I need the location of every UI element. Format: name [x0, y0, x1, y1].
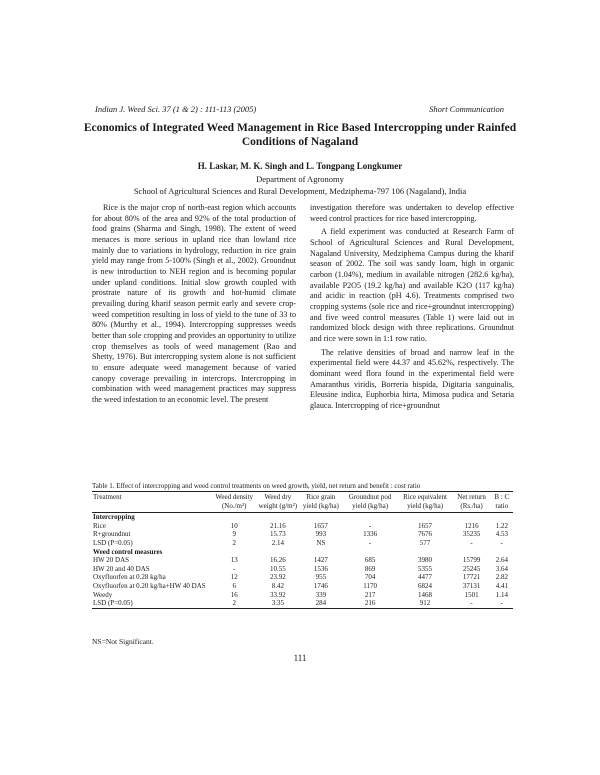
table-cell: 912 — [398, 599, 453, 608]
table-row — [92, 530, 513, 539]
table-cell: 16.26 — [269, 556, 286, 565]
right-column — [310, 203, 514, 411]
table-cell: 2.64 — [495, 556, 508, 565]
table-row — [92, 539, 513, 548]
table-cell: 15.73 — [269, 530, 286, 539]
section-label: Weed control measures — [93, 547, 163, 556]
table-cell: 3.35 — [256, 599, 299, 608]
table-cell: 6824 — [418, 581, 433, 590]
table-cell: 33.92 — [269, 590, 286, 599]
section-label: Short Communication — [429, 104, 504, 114]
table-cell: 1536 — [313, 564, 328, 573]
table-cell: 1.22 — [495, 521, 508, 530]
table-cell: 217 — [364, 590, 376, 599]
table-row — [92, 591, 513, 600]
table-cell: 6 — [232, 581, 236, 590]
table-cell: 2 — [212, 599, 256, 608]
table-cell: 685 — [364, 556, 376, 565]
table-cell: NS — [316, 538, 326, 547]
table-header-row — [92, 492, 513, 513]
col-header: Weed dry weight (g/m²) — [256, 492, 299, 513]
col-header: Rice grain yield (kg/ha) — [299, 492, 342, 513]
table-cell: 339 — [315, 590, 327, 599]
table-cell: 4477 — [418, 573, 433, 582]
table-cell: 3980 — [418, 556, 433, 565]
table-cell: 2 — [232, 538, 236, 547]
row-label: Rice — [93, 521, 106, 530]
col-header: B : C ratio — [491, 492, 513, 513]
table-row — [92, 582, 513, 591]
table-row — [92, 556, 513, 565]
table-section-row — [92, 548, 513, 557]
table-cell: 17721 — [462, 573, 481, 582]
table-caption: Table 1. Effect of intercropping and weed control treatments on weed growth, yield, net return and benefit : cost ratio — [92, 482, 421, 490]
table-row — [92, 522, 513, 531]
table-cell: 577 — [419, 538, 431, 547]
table-cell: 13 — [230, 556, 238, 565]
table-cell: - — [500, 538, 503, 547]
table-cell: 955 — [315, 573, 327, 582]
table-cell: 12 — [230, 573, 238, 582]
table-cell: 1746 — [313, 581, 328, 590]
table-cell: 8.42 — [271, 581, 284, 590]
left-column — [92, 203, 296, 405]
table-cell: - — [453, 599, 491, 608]
table-cell: 35235 — [462, 530, 481, 539]
body-paragraph: A field experiment was conducted at Research Farm of School of Agricultural Sciences and Rural Development, Nagaland University, Medziphema Campus during the kharif season of 2002. The soil was sandy loam, high in organic carbon (1.04%), medium in available nitrogen (282.6 kg/ha), available P2O5 (19.2 kg/ha) and available K2O (117 kg/ha) and acidic in reaction (pH 4.6). Treatments comprised two cropping systems (sole rice and rice+groundnut intercropping) and five weed control measures (Table 1) were laid out in randomized block design with three replications. Groundnut and rice were sown in 1:1 row ratio. — [310, 227, 514, 343]
row-label: Oxyfluorfen at 0.28 kg/ha — [93, 573, 166, 582]
body-paragraph: investigation therefore was undertaken to develop effective weed control practices for rice based intercropping. — [310, 203, 514, 223]
department: Department of Agronomy — [256, 174, 344, 184]
table-cell: - — [368, 538, 372, 547]
table-cell: 1657 — [418, 521, 433, 530]
table-cell: 9 — [232, 530, 236, 539]
table-cell: - — [491, 599, 513, 608]
table-cell: 1.14 — [495, 590, 508, 599]
table-row — [92, 573, 513, 582]
table-cell: 1427 — [313, 556, 328, 565]
section-label: Intercropping — [93, 513, 135, 522]
table-cell: - — [233, 564, 236, 573]
table-cell: 25245 — [462, 564, 481, 573]
table-cell: 4.53 — [495, 530, 508, 539]
table-cell: 993 — [315, 530, 327, 539]
paper-title: Economics of Integrated Weed Management in Rice Based Intercropping under Rainfed Conditions of Nagaland — [83, 122, 517, 148]
table-cell: 1657 — [313, 521, 328, 530]
table-cell: 216 — [343, 599, 398, 608]
table-cell: 15799 — [462, 556, 481, 565]
col-header: Weed density (No./m²) — [212, 492, 256, 513]
table-cell: 1170 — [363, 581, 377, 590]
author-list: H. Laskar, M. K. Singh and L. Tongpang Longkumer — [197, 161, 403, 171]
table-row — [92, 599, 513, 608]
journal-citation: Indian J. Weed Sci. 37 (1 & 2) : 111-113 (2005) — [95, 104, 257, 114]
page-number: 111 — [293, 653, 307, 663]
table-cell: 1336 — [363, 530, 378, 539]
table-cell: 1216 — [464, 521, 479, 530]
table-cell: 10.55 — [269, 564, 286, 573]
row-label: LSD (P=0.05) — [93, 538, 133, 547]
body-paragraph: The relative densities of broad and narrow leaf in the experimental field were 44.37 and 45.62%, respectively. The dominant weed flora found in the experimental field were Amaranthus viridis, Borreria hispida, Digitaria sanguinalis, Eleusine indica, Euphorbia hirta, Mimosa pudica and Setaria glauca. Intercropping of rice+groundnut — [310, 347, 514, 410]
table-cell: 23.92 — [269, 573, 286, 582]
body-paragraph: Rice is the major crop of north-east region which accounts for about 80% of the area and 92% of the total production of food grains (Sharma and Singh, 1998). The extent of weed menaces is more serious in upland rice than lowland rice mainly due to variations in hydrology, reduction in rice grain yield may range from 5-100% (Singh et al., 2002). Groundnut is new introduction to NEH region and is becoming popular under upland conditions. Initial slow growth coupled with prostrate nature of its growth and hot-humid climate prevailing during kharif season permit early and severe crop-weed competition resulting in loss of yield to the tune of 33 to 80% (Murthy et al., 1994). Intercropping suppresses weeds better than sole cropping and provides an opportunity to utilize crop themselves as tools of weed management (Rao and Shetty, 1976). But intercropping system alone is not sufficient to ensure adequate weed management because of varied canopy coverage prevailing in intercrops. Intercropping in combination with weed management practices may suppress the weed infestation to an economic level. The present — [92, 203, 296, 404]
table-cell: 37131 — [462, 581, 481, 590]
table-cell: 10 — [230, 521, 238, 530]
running-header — [95, 104, 504, 114]
results-table — [92, 491, 513, 609]
table-cell: 284 — [299, 599, 342, 608]
row-label: LSD (P=0.05) — [92, 599, 212, 608]
table-section-row — [92, 513, 513, 522]
row-label: HW 20 and 40 DAS — [93, 564, 150, 573]
table-cell: - — [368, 521, 372, 530]
table-cell: 1468 — [418, 590, 433, 599]
table-cell: 869 — [364, 564, 376, 573]
table-cell: 7676 — [418, 530, 433, 539]
table-cell: 2.82 — [495, 573, 508, 582]
col-header: Net return (Rs./ha) — [453, 492, 491, 513]
table-cell: 704 — [364, 573, 376, 582]
table-cell: 1501 — [464, 590, 479, 599]
col-header: Treatment — [92, 492, 212, 513]
table-cell: 16 — [230, 590, 238, 599]
institution: School of Agricultural Sciences and Rural Development, Medziphema-797 106 (Nagaland), India — [133, 186, 467, 196]
table-footnote: NS=Not Significant. — [92, 637, 154, 646]
table-cell: 2.14 — [271, 538, 284, 547]
table-cell: 5355 — [418, 564, 433, 573]
row-label: HW 20 DAS — [93, 556, 130, 565]
table-cell: 3.64 — [495, 564, 508, 573]
row-label: R+groundnut — [93, 530, 131, 539]
table-cell: 4.41 — [495, 581, 508, 590]
table-cell: 21.16 — [269, 521, 286, 530]
col-header: Groundnut pod yield (kg/ha) — [343, 492, 398, 513]
col-header: Rice equivalent yield (kg/ha) — [398, 492, 453, 513]
table-row — [92, 565, 513, 574]
row-label: Weedy — [93, 590, 113, 599]
row-label: Oxyfluorfen at 0.20 kg/ha+HW 40 DAS — [93, 581, 206, 590]
table-cell: - — [470, 538, 473, 547]
